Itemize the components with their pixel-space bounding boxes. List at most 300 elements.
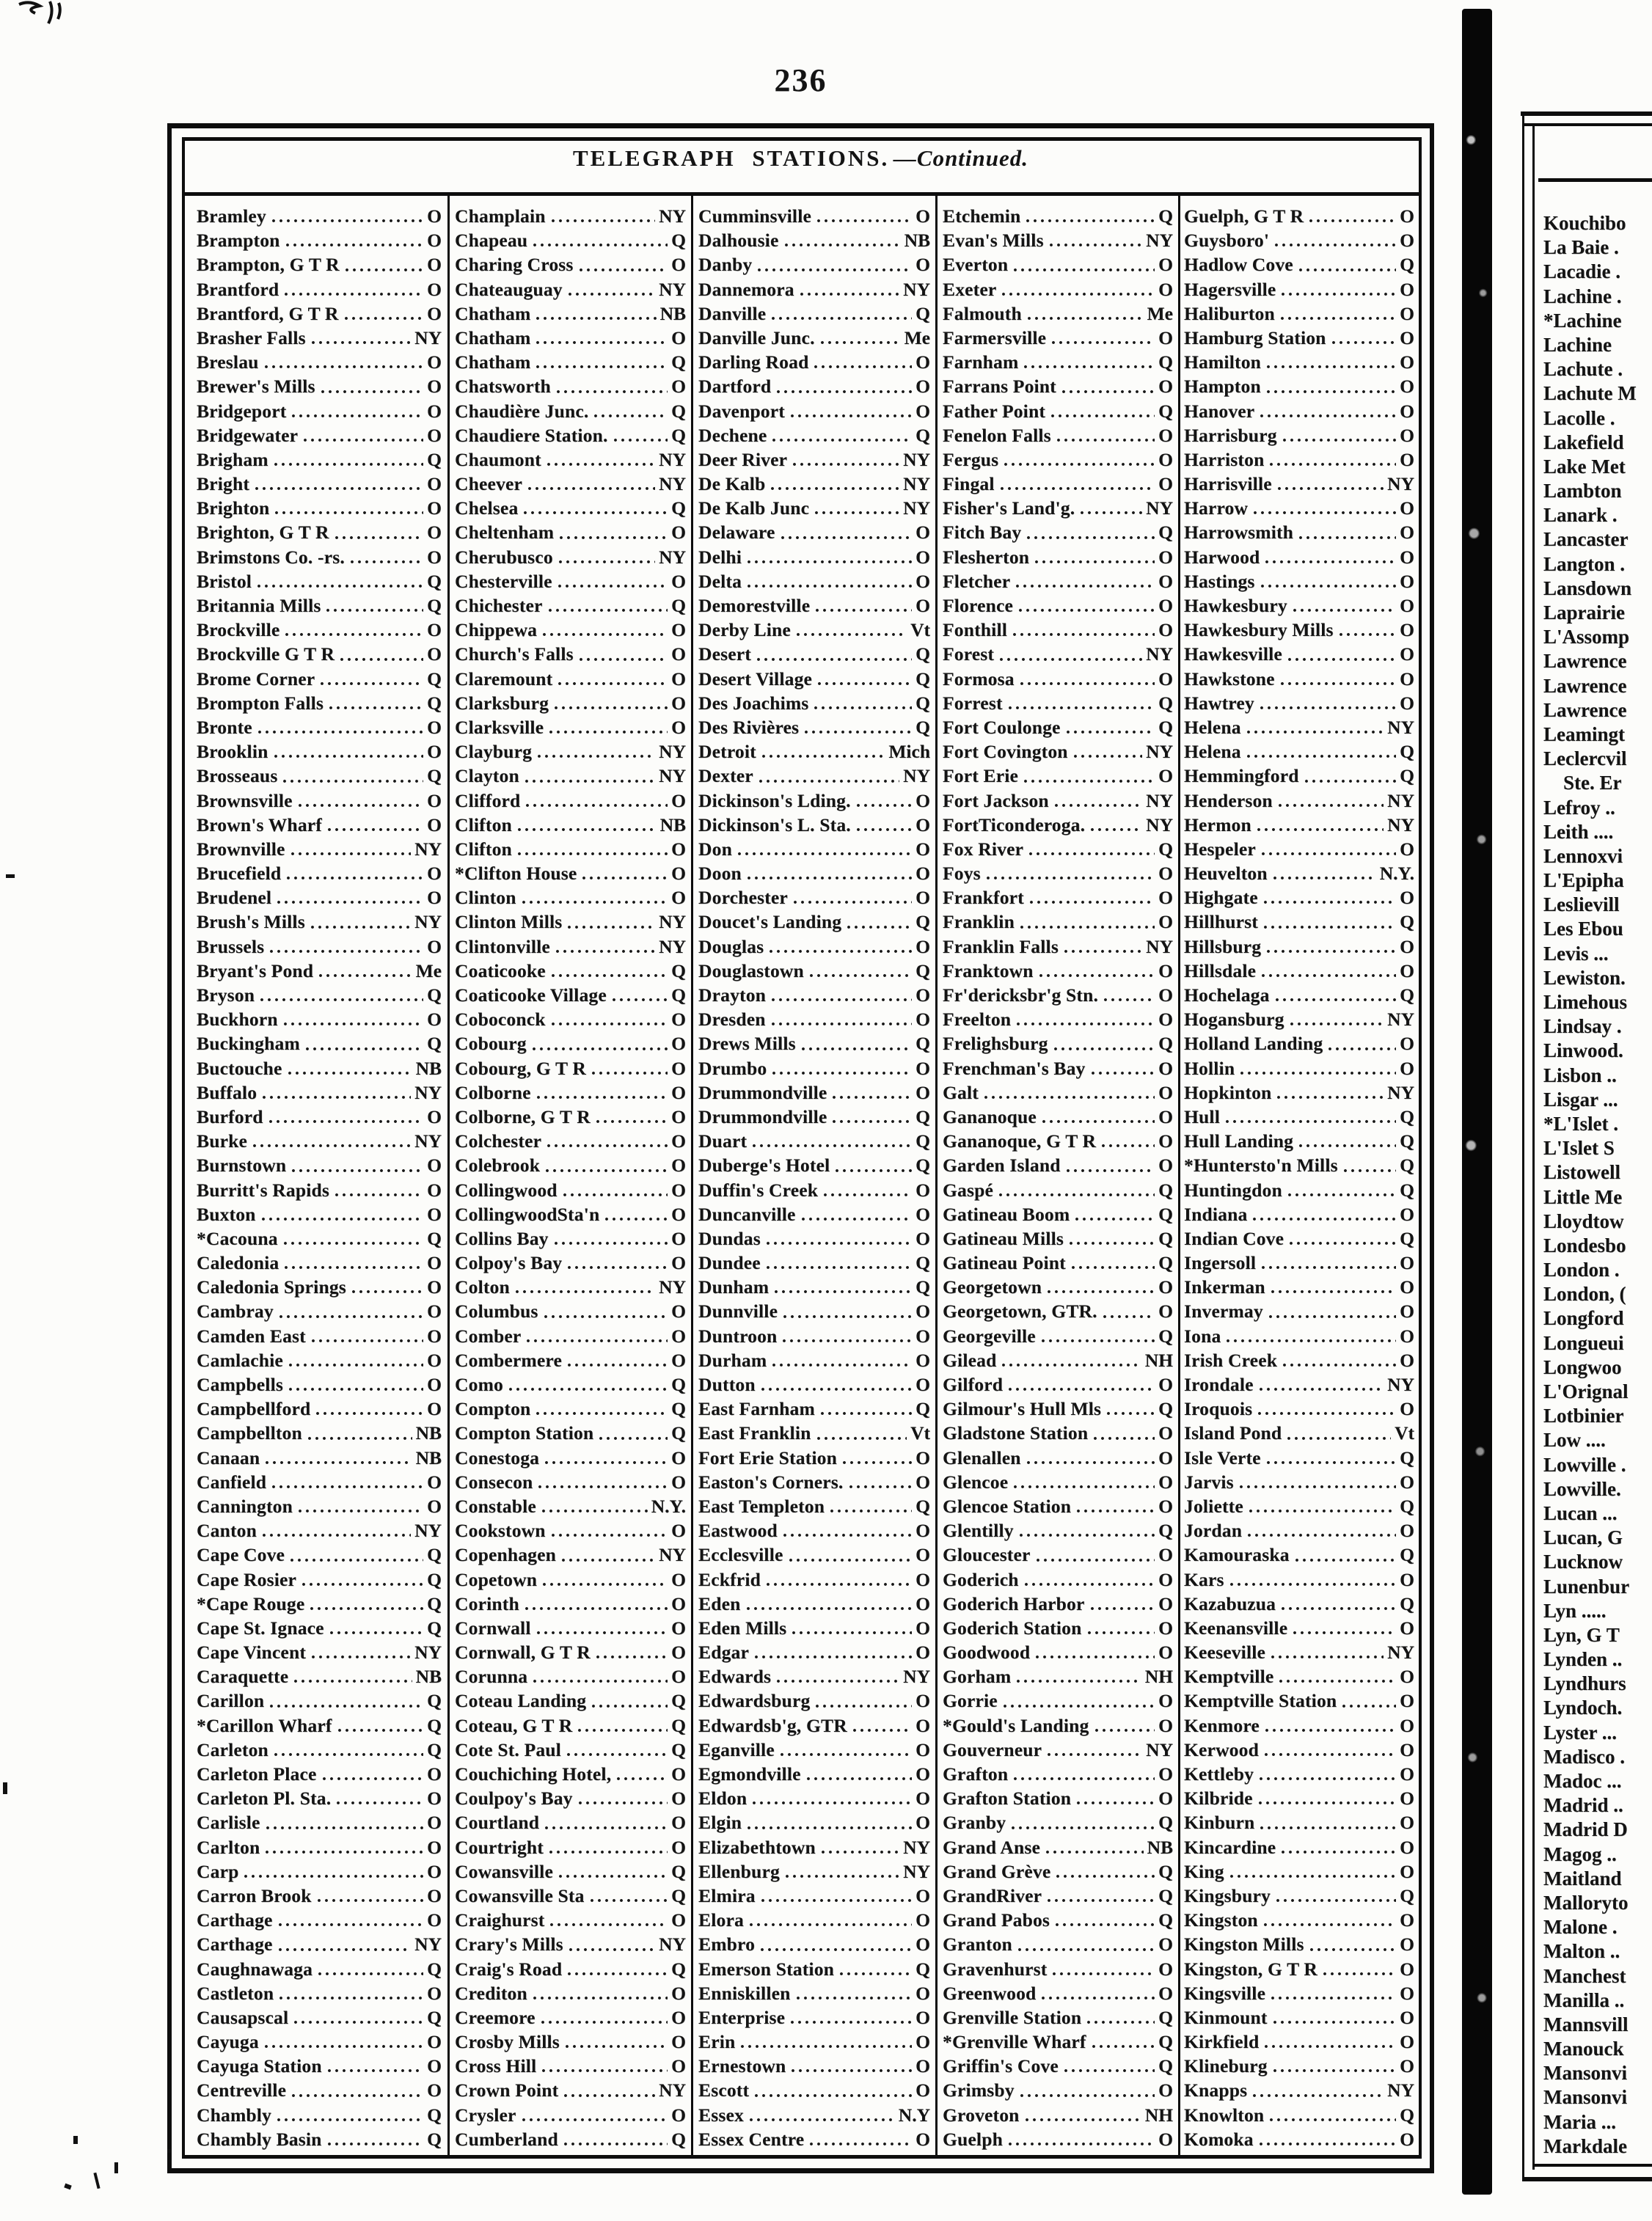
- station-row: [698, 2005, 930, 2030]
- province-code: O: [1158, 1933, 1173, 1955]
- province-code: NY: [414, 1642, 442, 1664]
- dot-leader: [819, 1850, 899, 1854]
- province-code: Q: [1158, 1812, 1173, 1834]
- station-row: [455, 1835, 686, 1859]
- province-code: O: [1158, 1130, 1173, 1152]
- station-row: [455, 1372, 686, 1397]
- province-code: O: [915, 789, 930, 811]
- station-row: [698, 2030, 930, 2054]
- station-row: [455, 1348, 686, 1372]
- dot-leader: [779, 535, 913, 540]
- station-name: Franklin Falls: [943, 935, 1059, 957]
- dot-leader: [547, 730, 668, 734]
- dot-leader: [263, 365, 424, 369]
- province-code: Q: [671, 351, 686, 373]
- side-page-station-row: L'Islet S: [1543, 1137, 1615, 1160]
- station-name: Cannington: [197, 1495, 293, 1517]
- province-code: O: [1400, 1933, 1414, 1955]
- dot-leader: [558, 535, 668, 540]
- dot-leader: [748, 2118, 895, 2122]
- station-name: Grimsby: [943, 2079, 1015, 2101]
- station-name: Hemmingford: [1184, 765, 1299, 787]
- station-row: [698, 1202, 930, 1226]
- dot-leader: [327, 706, 423, 710]
- province-code: Q: [1400, 1495, 1414, 1517]
- dot-leader: [549, 1022, 668, 1026]
- station-name: Hamburg Station: [1184, 326, 1326, 348]
- province-code: O: [427, 1909, 442, 1931]
- dot-leader: [547, 608, 668, 612]
- dot-leader: [847, 1485, 913, 1489]
- province-code: Q: [427, 1617, 442, 1639]
- station-name: Father Point: [943, 400, 1046, 422]
- station-row: [698, 1810, 930, 1834]
- station-row: [943, 1494, 1173, 1518]
- station-row: [943, 1421, 1173, 1445]
- dot-leader: [814, 608, 912, 612]
- station-name: Duffin's Creek: [698, 1179, 819, 1201]
- province-code: O: [671, 1179, 686, 1201]
- province-code: O: [427, 1349, 442, 1371]
- dot-leader: [770, 1363, 912, 1367]
- station-name: Gorrie: [943, 1690, 998, 1712]
- station-name: Doon: [698, 863, 742, 885]
- station-row: [943, 593, 1173, 618]
- station-name: Cambray: [197, 1300, 274, 1322]
- dot-leader: [1085, 2020, 1155, 2024]
- province-code: Me: [1147, 302, 1173, 324]
- province-code: Q: [427, 984, 442, 1006]
- dot-leader: [1014, 584, 1155, 588]
- station-name: Essex: [698, 2104, 744, 2126]
- side-page-station-row: Lisbon ..: [1543, 1064, 1617, 1086]
- dot-leader: [343, 268, 423, 272]
- side-page-station-row: Magog ..: [1543, 1843, 1617, 1865]
- province-code: O: [427, 935, 442, 957]
- side-page-station-row: Londesbo: [1543, 1234, 1626, 1256]
- dot-leader: [556, 681, 668, 686]
- station-name: Foys: [943, 863, 981, 885]
- station-name: Goderich: [943, 1568, 1019, 1590]
- station-name: Chatsworth: [455, 376, 551, 398]
- dot-leader: [310, 340, 411, 345]
- station-name: Chaudiere Station.: [455, 424, 608, 446]
- side-page-station-row: Lanark .: [1543, 504, 1618, 527]
- province-code: Q: [915, 1252, 930, 1274]
- station-name: Deer River: [698, 448, 788, 470]
- side-page-station-row: Lucan ...: [1543, 1501, 1618, 1524]
- station-row: [943, 1202, 1173, 1226]
- province-code: O: [1400, 302, 1414, 324]
- province-code: O: [1400, 424, 1414, 446]
- dot-leader: [557, 560, 655, 564]
- province-code: Q: [915, 667, 930, 689]
- dot-leader: [798, 292, 899, 296]
- dot-leader: [338, 657, 423, 662]
- station-name: Danville: [698, 302, 767, 324]
- province-code: NY: [903, 497, 930, 519]
- province-code: Q: [1400, 1544, 1414, 1566]
- station-row: [1184, 350, 1414, 374]
- station-name: Keeseville: [1184, 1642, 1266, 1664]
- station-name: Cape Cove: [197, 1544, 285, 1566]
- province-code: NY: [1387, 473, 1414, 495]
- dot-leader: [264, 1826, 424, 1830]
- side-page-station-row: Lansdown: [1543, 577, 1632, 599]
- station-name: Harrowsmith: [1184, 522, 1294, 544]
- station-row: [455, 1178, 686, 1202]
- dot-leader: [539, 2020, 668, 2024]
- dot-leader: [525, 1339, 668, 1343]
- dot-leader: [770, 1022, 913, 1026]
- dot-leader: [1258, 706, 1396, 710]
- province-code: O: [915, 1982, 930, 2004]
- station-row: [698, 1031, 930, 1055]
- station-row: [455, 1007, 686, 1031]
- station-name: Bryant's Pond: [197, 959, 314, 981]
- station-row: [1184, 1640, 1414, 1664]
- station-row: [698, 593, 930, 618]
- province-code: O: [1158, 1155, 1173, 1177]
- dot-leader: [1246, 1533, 1396, 1537]
- station-name: Chatham: [455, 351, 531, 373]
- station-row: [698, 1835, 930, 1859]
- dot-leader: [520, 900, 668, 904]
- province-code: O: [915, 2006, 930, 2028]
- station-name: Hillsburg: [1184, 935, 1262, 957]
- dot-leader: [260, 1533, 411, 1537]
- dot-leader: [791, 462, 899, 466]
- station-name: Dutton: [698, 1374, 756, 1395]
- station-row: [943, 813, 1173, 837]
- dot-leader: [1260, 973, 1396, 978]
- province-code: O: [915, 1374, 930, 1395]
- station-name: Champlain: [455, 205, 546, 227]
- dot-leader: [336, 1728, 424, 1732]
- province-code: Q: [915, 692, 930, 714]
- station-name: Dundee: [698, 1252, 761, 1274]
- station-name: Hagersville: [1184, 278, 1276, 300]
- station-row: [1184, 520, 1414, 544]
- province-code: NY: [414, 1130, 442, 1152]
- dot-leader: [1018, 2093, 1155, 2098]
- station-row: [1184, 277, 1414, 301]
- dot-leader: [308, 1606, 423, 1611]
- province-code: O: [427, 2031, 442, 2053]
- dot-leader: [770, 438, 912, 442]
- dot-leader: [566, 1972, 668, 1976]
- station-row: [1184, 642, 1414, 666]
- station-name: Clifton: [455, 838, 512, 860]
- dot-leader: [833, 1168, 912, 1173]
- dot-leader: [1067, 1241, 1155, 1245]
- side-page-bottom-inner-rule: [1532, 2164, 1652, 2167]
- dot-leader: [1086, 1631, 1155, 1635]
- province-code: NY: [903, 448, 930, 470]
- province-code: O: [1158, 984, 1173, 1006]
- province-code: Q: [671, 497, 686, 519]
- province-code: NY: [414, 1081, 442, 1103]
- station-name: Fonthill: [943, 619, 1008, 641]
- station-name: *Clifton House: [455, 863, 577, 885]
- dot-leader: [541, 632, 668, 637]
- station-row: [455, 788, 686, 813]
- station-row: [698, 569, 930, 593]
- dot-leader: [1265, 949, 1396, 954]
- station-name: Brampton, G T R: [197, 254, 340, 276]
- dot-leader: [260, 1095, 411, 1099]
- province-code: O: [1400, 2055, 1414, 2077]
- province-code: O: [1400, 1690, 1414, 1712]
- dot-leader: [1269, 1996, 1396, 2000]
- station-name: Colpoy's Bay: [455, 1252, 563, 1274]
- province-code: O: [671, 522, 686, 544]
- station-row: [943, 1080, 1173, 1105]
- station-row: [197, 837, 442, 861]
- province-code: Q: [671, 2128, 686, 2150]
- station-row: [698, 1129, 930, 1153]
- dot-leader: [1285, 1436, 1391, 1441]
- dot-leader: [270, 1485, 423, 1489]
- province-code: Q: [1400, 1155, 1414, 1177]
- province-code: Q: [427, 1592, 442, 1614]
- station-name: Bridgewater: [197, 424, 299, 446]
- station-row: [455, 813, 686, 837]
- station-row: [1184, 1470, 1414, 1494]
- side-page-station-row: Leamingt: [1543, 722, 1625, 745]
- station-row: [197, 1105, 442, 1129]
- station-row: [197, 1592, 442, 1616]
- station-name: Eastwood: [698, 1520, 778, 1542]
- station-name: Clifton: [455, 813, 512, 835]
- station-row: [455, 1397, 686, 1421]
- province-code: O: [1400, 497, 1414, 519]
- station-row: [455, 472, 686, 496]
- station-row: [1184, 788, 1414, 813]
- province-code: O: [915, 887, 930, 909]
- station-name: Chateauguay: [455, 278, 563, 300]
- dot-leader: [277, 1922, 424, 1927]
- station-row: [1184, 861, 1414, 885]
- province-code: O: [915, 1471, 930, 1493]
- station-name: Hull Landing: [1184, 1130, 1294, 1152]
- station-name: Kingston Mills: [1184, 1933, 1304, 1955]
- station-row: [698, 1981, 930, 2005]
- station-row: [698, 934, 930, 959]
- dot-leader: [1279, 1606, 1396, 1611]
- dot-leader: [1258, 414, 1396, 418]
- station-row: [1184, 1494, 1414, 1518]
- station-name: Carillon: [197, 1690, 265, 1712]
- station-name: Kamouraska: [1184, 1544, 1290, 1566]
- dot-leader: [1269, 1289, 1396, 1294]
- dot-leader: [1022, 779, 1155, 783]
- dot-leader: [1297, 268, 1396, 272]
- station-name: Hawkesbury: [1184, 595, 1287, 616]
- station-name: Clayburg: [455, 741, 533, 763]
- station-name: Iona: [1184, 1325, 1221, 1347]
- province-code: O: [671, 254, 686, 276]
- province-code: O: [915, 2055, 930, 2077]
- dot-leader: [268, 949, 423, 954]
- station-row: [455, 1762, 686, 1786]
- station-row: [1184, 1786, 1414, 1810]
- station-row: [197, 983, 442, 1007]
- station-row: [455, 204, 686, 228]
- dot-leader: [764, 1265, 912, 1270]
- side-page-station-row: Lyndoch.: [1543, 1697, 1623, 1719]
- province-code: O: [1158, 1642, 1173, 1664]
- dot-leader: [316, 1972, 423, 1976]
- station-name: Jarvis: [1184, 1471, 1234, 1493]
- province-code: O: [1158, 570, 1173, 592]
- province-code: O: [1400, 2128, 1414, 2150]
- province-code: O: [915, 1349, 930, 1371]
- dot-leader: [1275, 1095, 1384, 1099]
- dot-leader: [1276, 803, 1384, 808]
- dot-leader: [1075, 1509, 1155, 1513]
- side-page-station-row: Langton .: [1543, 552, 1626, 575]
- station-row: [943, 228, 1173, 252]
- station-row: [197, 593, 442, 618]
- station-name: Georgeville: [943, 1325, 1036, 1347]
- side-page-station-row: Longwoo: [1543, 1355, 1622, 1378]
- station-row: [698, 1957, 930, 1981]
- station-row: [943, 447, 1173, 472]
- dot-leader: [756, 268, 912, 272]
- dot-leader: [282, 1022, 423, 1026]
- province-code: O: [1400, 1617, 1414, 1639]
- dot-leader: [552, 1241, 668, 1245]
- station-name: Brantford, G T R: [197, 302, 339, 324]
- province-code: O: [427, 1155, 442, 1177]
- dot-leader: [1257, 1801, 1396, 1805]
- province-code: O: [1400, 326, 1414, 348]
- station-name: Georgetown, GTR.: [943, 1300, 1097, 1322]
- station-row: [197, 326, 442, 350]
- station-name: Burford: [197, 1105, 263, 1127]
- station-name: Invermay: [1184, 1300, 1263, 1322]
- dot-leader: [1291, 608, 1396, 612]
- dot-leader: [306, 1436, 412, 1441]
- province-code: O: [915, 546, 930, 568]
- side-page-station-row: Low ....: [1543, 1429, 1606, 1452]
- station-row: [197, 667, 442, 691]
- province-code: O: [427, 1374, 442, 1395]
- dot-leader: [739, 2044, 912, 2049]
- province-code: NY: [414, 1520, 442, 1542]
- province-code: O: [671, 1033, 686, 1055]
- dot-leader: [1039, 1339, 1155, 1343]
- province-code: Q: [671, 230, 686, 252]
- table-title-continued: —Continued.: [893, 145, 1029, 171]
- province-code: Vt: [910, 619, 930, 641]
- station-column-1: [197, 204, 442, 2151]
- province-code: O: [1400, 1982, 1414, 2004]
- station-row: [1184, 1884, 1414, 1908]
- station-row: [698, 861, 930, 885]
- province-code: O: [1158, 1617, 1173, 1639]
- station-row: [698, 1299, 930, 1323]
- station-row: [943, 1567, 1173, 1592]
- station-row: [698, 618, 930, 642]
- dot-leader: [1023, 2118, 1141, 2122]
- dot-leader: [549, 973, 668, 978]
- dot-leader: [270, 219, 423, 223]
- province-code: O: [915, 1738, 930, 1760]
- dot-leader: [256, 730, 423, 734]
- station-name: Dorchester: [698, 887, 788, 909]
- station-name: Huntingdon: [1184, 1179, 1282, 1201]
- dot-leader: [787, 1558, 913, 1562]
- station-name: Franktown: [943, 959, 1034, 981]
- station-name: Creemore: [455, 2006, 536, 2028]
- province-code: O: [1400, 351, 1414, 373]
- dot-leader: [1002, 462, 1155, 466]
- station-row: [943, 399, 1173, 423]
- frame-top-inner-rule: [182, 137, 1422, 141]
- side-page-station-row: Lawrence: [1543, 674, 1627, 697]
- station-row: [1184, 1056, 1414, 1080]
- province-code: Q: [1158, 1884, 1173, 1906]
- side-page-station-row: Lefroy ..: [1543, 796, 1615, 819]
- station-row: [455, 1324, 686, 1348]
- station-name: Brockville G T R: [197, 643, 335, 665]
- station-name: Cayuga: [197, 2031, 259, 2053]
- station-row: [943, 788, 1173, 813]
- dot-leader: [1279, 292, 1396, 296]
- handwriting-mark: [15, 0, 95, 44]
- dot-leader: [770, 998, 912, 1002]
- station-row: [943, 1859, 1173, 1884]
- dot-leader: [1027, 852, 1155, 856]
- station-row: [197, 1713, 442, 1738]
- station-row: [1184, 1031, 1414, 1055]
- station-row: [698, 885, 930, 910]
- dot-leader: [258, 998, 423, 1002]
- province-code: O: [915, 376, 930, 398]
- dot-leader: [542, 1314, 668, 1319]
- dot-leader: [745, 876, 912, 880]
- station-row: [455, 1299, 686, 1323]
- station-name: De Kalb: [698, 473, 766, 495]
- dot-leader: [535, 1095, 668, 1099]
- province-code: O: [427, 789, 442, 811]
- station-name: Fisher's Land'g.: [943, 497, 1075, 519]
- dot-leader: [263, 1850, 423, 1854]
- station-row: [455, 1080, 686, 1105]
- dot-leader: [513, 1289, 655, 1294]
- province-code: O: [915, 400, 930, 422]
- station-row: [698, 1178, 930, 1202]
- dot-leader: [317, 973, 412, 978]
- dot-leader: [251, 1144, 411, 1148]
- province-code: O: [671, 1300, 686, 1322]
- station-row: [197, 252, 442, 277]
- station-row: [943, 1908, 1173, 1932]
- province-code: O: [427, 1495, 442, 1517]
- side-page-station-row: Lucan, G: [1543, 1526, 1623, 1549]
- province-code: O: [671, 1812, 686, 1834]
- province-code: O: [915, 1763, 930, 1785]
- station-row: [943, 1397, 1173, 1421]
- station-row: [197, 545, 442, 569]
- side-page-station-row: Les Ebou: [1543, 918, 1623, 940]
- station-row: [1184, 204, 1414, 228]
- station-name: Brampton: [197, 230, 280, 252]
- station-row: [698, 1226, 930, 1251]
- dot-leader: [805, 1777, 913, 1781]
